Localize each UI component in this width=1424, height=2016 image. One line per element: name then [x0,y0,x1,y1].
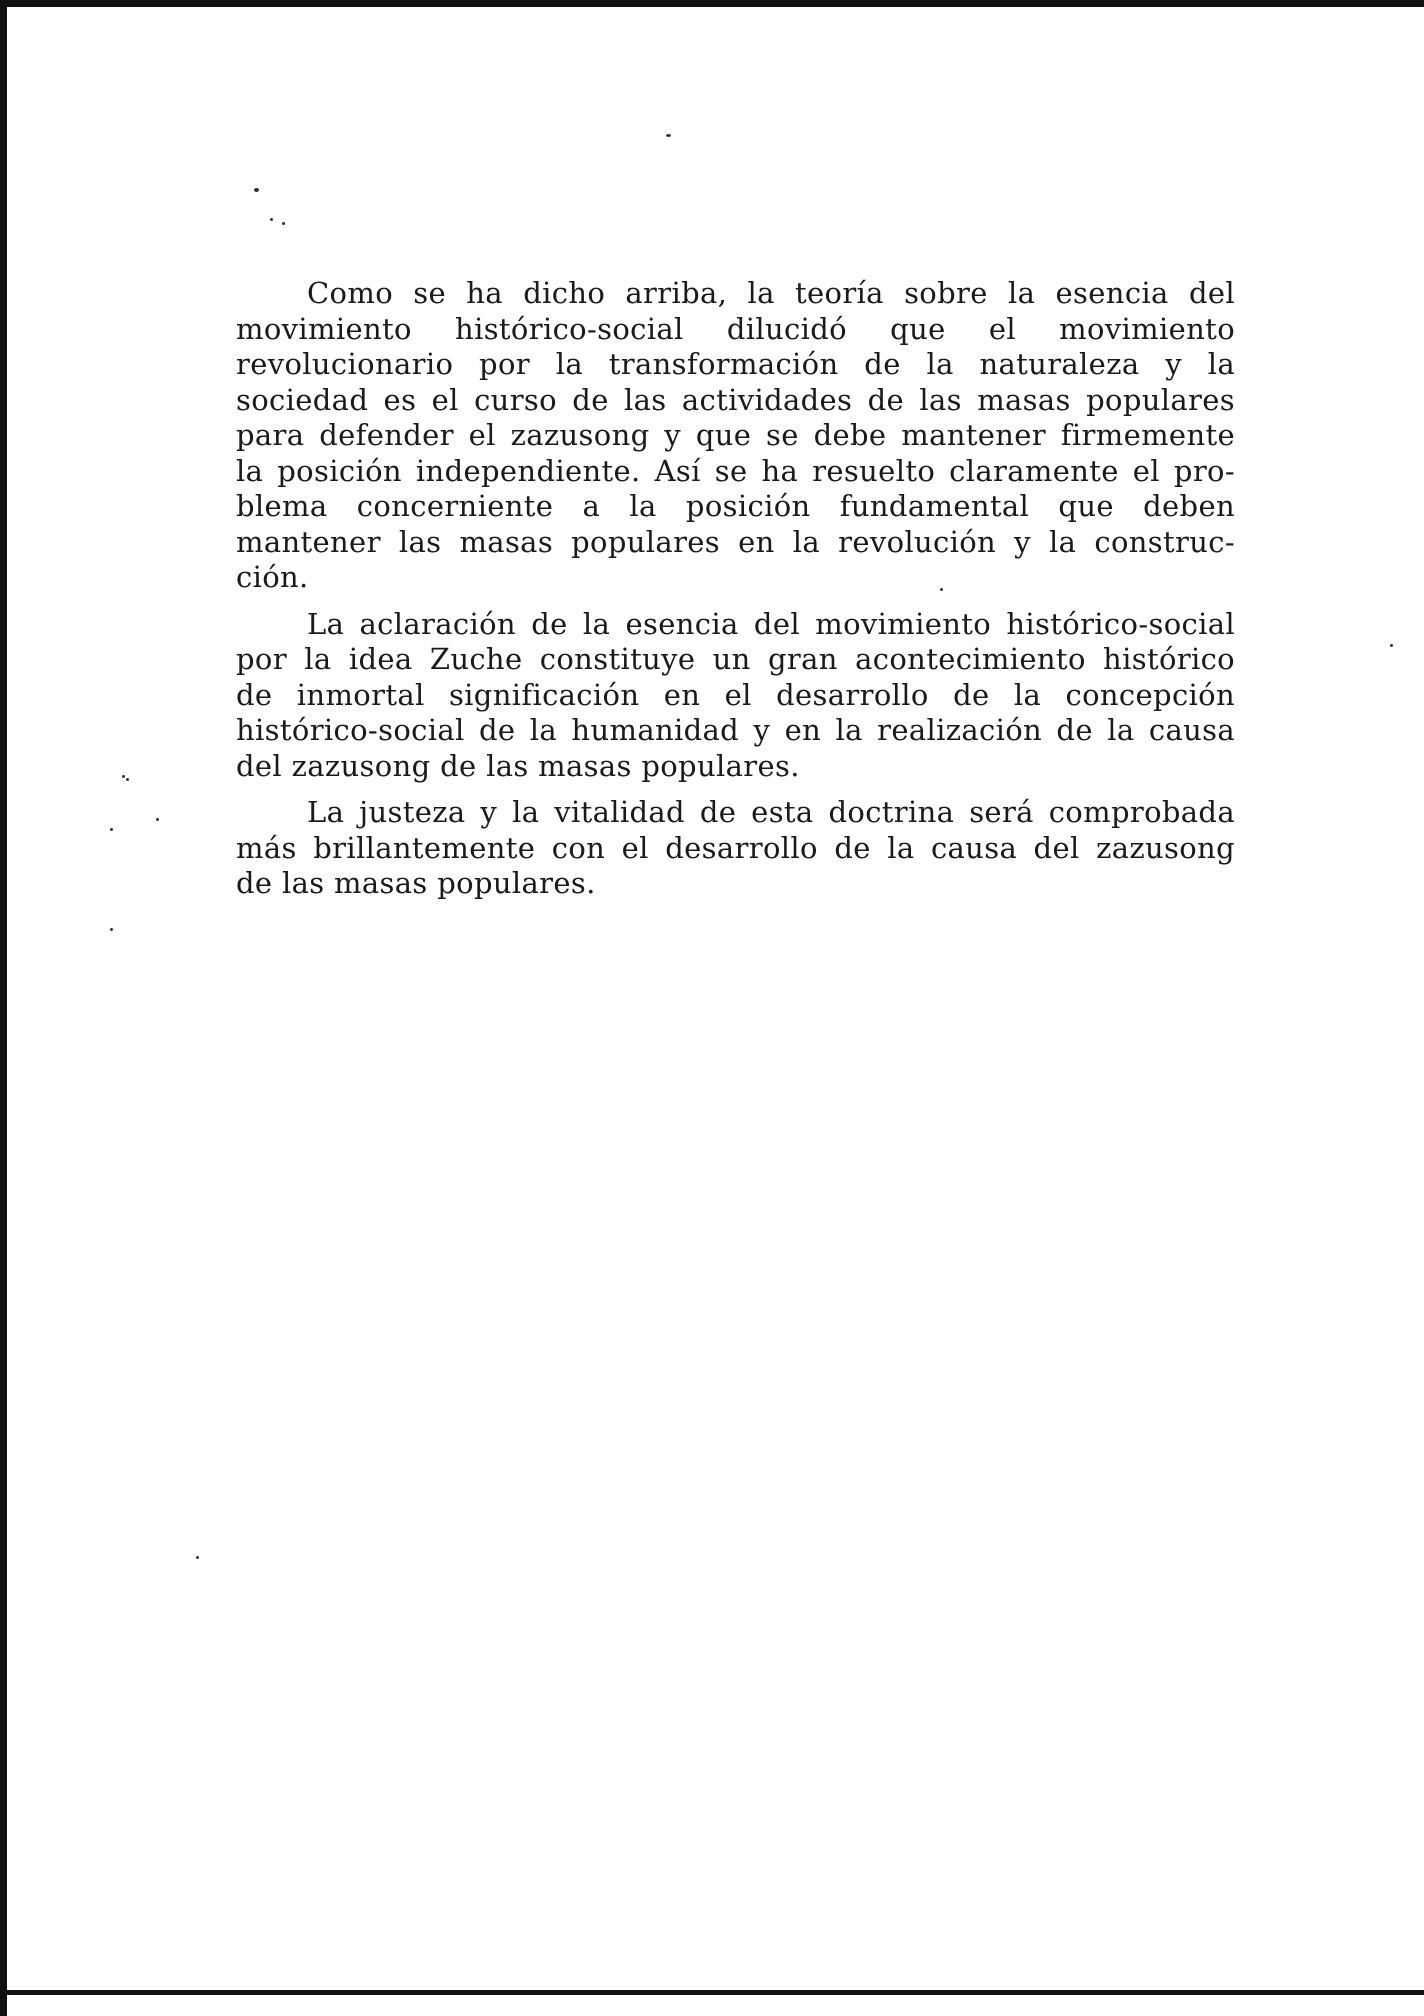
page-edge-left [0,0,7,2016]
scan-speck [270,218,273,221]
scan-speck [196,1556,199,1559]
text-line: más brillantemente con el desarrollo de la causa del zazusong [236,830,1235,865]
text-line: Como se ha dicho arriba, la teoría sobre la esencia del [307,276,1235,310]
text-line: La justeza y la vitalidad de esta doctrina será comprobada [307,795,1235,829]
paragraph-2 [236,607,1235,785]
scan-speck [156,818,159,821]
text-line: la posición independiente. Así se ha resuelto claramente el pro- [236,453,1235,488]
scan-speck [254,188,259,192]
text-line: por la idea Zuche constituye un gran acontecimiento histórico [236,642,1235,676]
scan-speck [282,222,285,225]
scan-speck [1390,644,1393,647]
text-line: revolucionario por la transformación de la naturaleza y la [236,347,1235,381]
scan-speck [110,928,113,931]
text-line: de inmortal significación en el desarrollo de la concepción [236,677,1235,712]
text-line: histórico-social de la humanidad y en la realización de la causa [236,713,1235,747]
scan-speck [110,828,113,831]
page-edge-bottom [0,1990,1424,1995]
text-line: mantener las masas populares en la revolución y la construc- [236,524,1235,559]
scan-speck [666,134,671,137]
page-edge-top [0,0,1424,7]
paragraph-3 [236,795,1235,902]
scan-speck [122,775,125,778]
text-line: del zazusong de las masas populares. [236,748,800,783]
text-line: para defender el zazusong y que se debe mantener firmemente [236,418,1235,452]
document-body [236,276,1235,913]
paragraph-1 [236,276,1235,596]
text-line: blema concerniente a la posición fundamental que deben [236,489,1235,523]
text-line: de las masas populares. [236,866,596,900]
text-line: sociedad es el curso de las actividades de las masas populares [236,382,1235,417]
text-line: ción. [236,560,309,594]
text-line: La aclaración de la esencia del movimiento histórico-social [307,606,1235,641]
text-line: movimiento histórico-social dilucidó que el movimiento [236,311,1235,346]
scan-speck [126,778,129,781]
